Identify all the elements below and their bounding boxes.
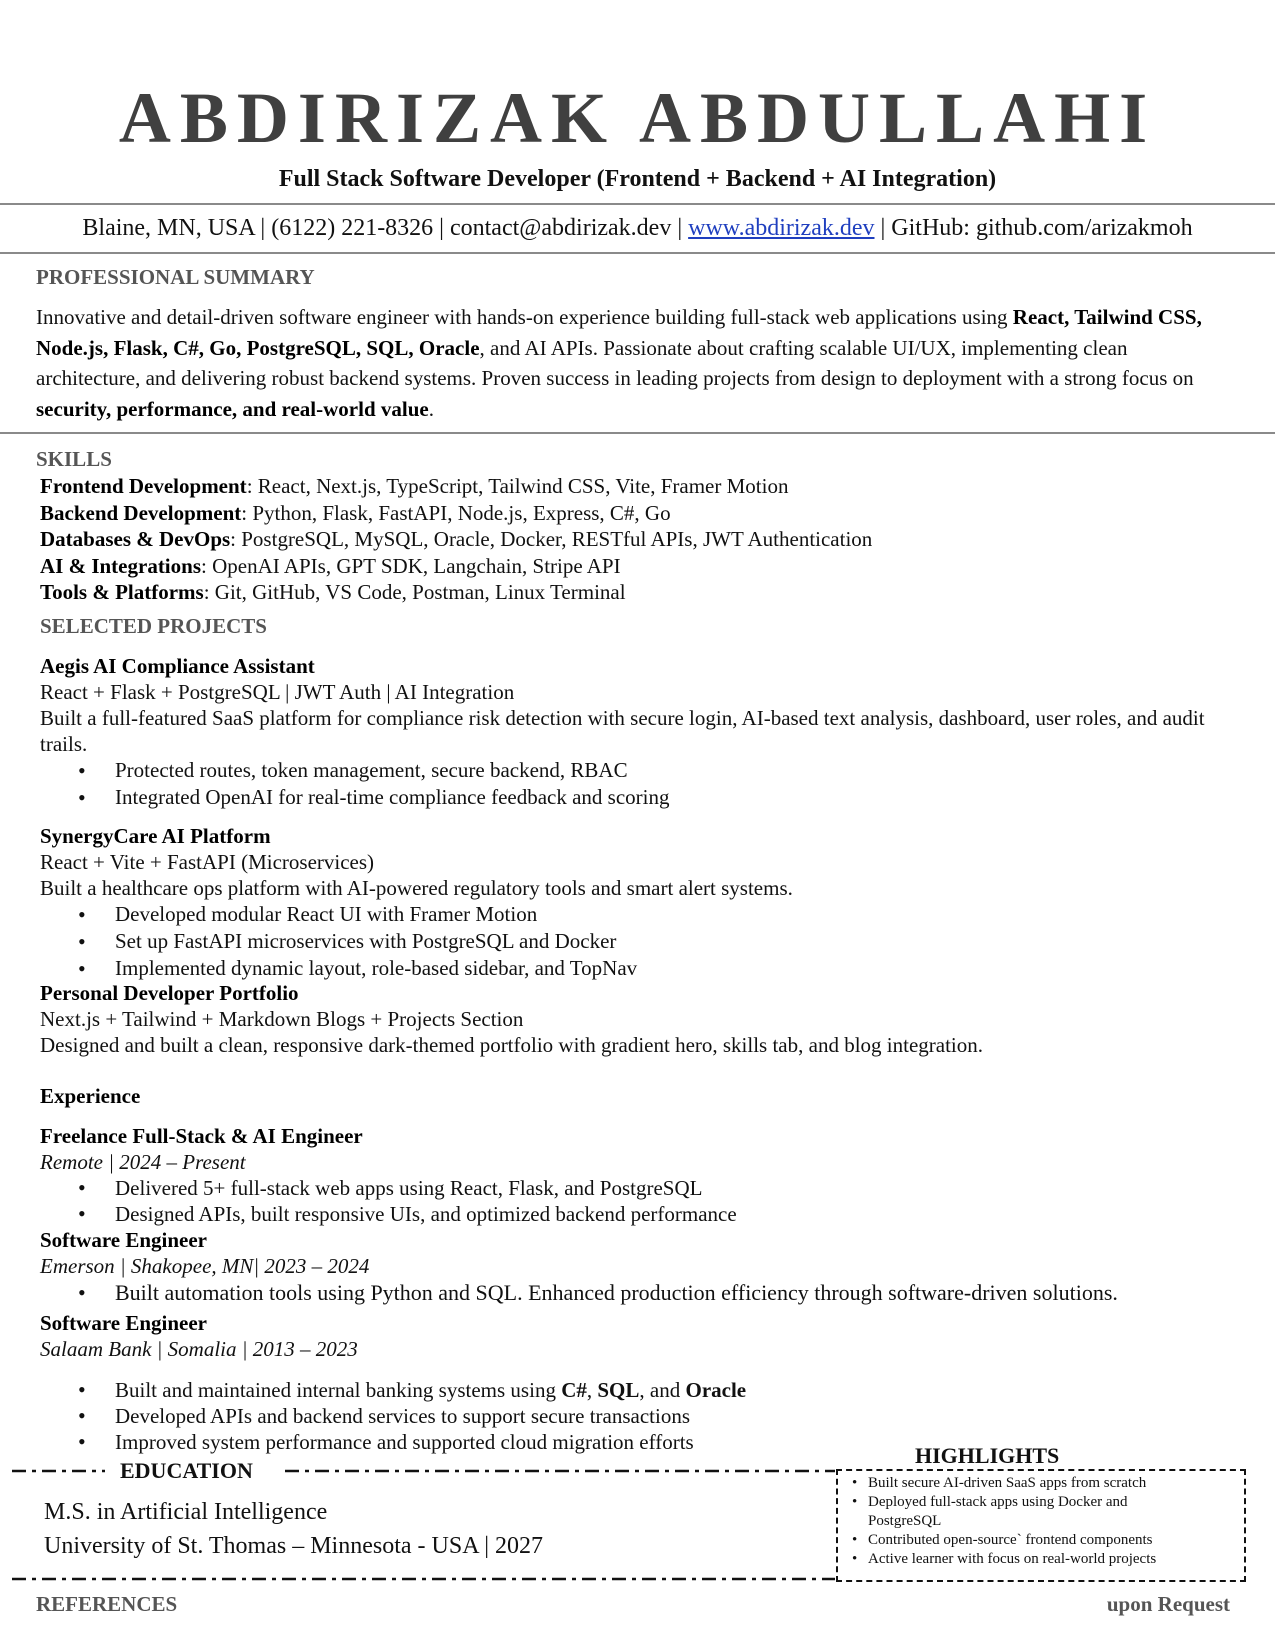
project-description: Built a full-featured SaaS platform for compliance risk detection with secure login, AI-based text analysis, dashboard, user roles, and audit trails. (40, 706, 1205, 756)
job-salaam (40, 1310, 1240, 1362)
degree: M.S. in Artificial Intelligence (44, 1499, 328, 1525)
project-stack: Next.js + Tailwind + Markdown Blogs + Projects Section (40, 1007, 524, 1031)
school: University of St. Thomas – Minnesota - USA | 2027 (44, 1533, 544, 1559)
project-synergycare (40, 823, 1240, 901)
education-heading: EDUCATION (120, 1458, 253, 1483)
experience-heading: Experience (40, 1084, 141, 1108)
project-title: Aegis AI Compliance Assistant (40, 654, 315, 678)
skills-heading: SKILLS (36, 447, 112, 471)
job-bullets (40, 1280, 1270, 1306)
job-title: Freelance Full-Stack & AI Engineer (40, 1124, 363, 1148)
skill-row: AI & Integrations: OpenAI APIs, GPT SDK, Langchain, Stripe API (40, 553, 621, 578)
list-item: • Implemented dynamic layout, role-based sidebar, and TopNav (40, 955, 1240, 982)
list-item: • Delivered 5+ full-stack web apps using React, Flask, and PostgreSQL (40, 1175, 1240, 1201)
highlights-list (838, 1474, 1198, 1569)
list-item: • Built and maintained internal banking systems using C#, SQL, and Oracle (40, 1377, 1240, 1403)
list-item: • Set up FastAPI microservices with PostgreSQL and Docker (40, 928, 1240, 955)
project-stack: React + Flask + PostgreSQL | JWT Auth | AI Integration (40, 680, 515, 704)
project-bullets (40, 757, 1240, 811)
list-item: • Developed APIs and backend services to support secure transactions (40, 1403, 1240, 1429)
summary-text: Innovative and detail-driven software engineer with hands-on experience building full-stack web applications using React, Tailwind CSS, Node.js, Flask, C#, Go, PostgreSQL, SQL, Oracle, and AI APIs. Passionate about crafting scalable UI/UX, implementing clean architecture, and delivering robust backend systems. Proven success in leading projects from design to deployment with a strong focus on security, performance, and real-world value. (36, 305, 1202, 421)
project-title: SynergyCare AI Platform (40, 824, 271, 848)
job-title: Software Engineer (40, 1228, 208, 1252)
job-title-headline: Full Stack Software Developer (Frontend + Backend + AI Integration) (278, 166, 997, 192)
list-item: • Built automation tools using Python and SQL. Enhanced production efficiency through software-driven solutions. (40, 1280, 1270, 1306)
references-value: upon Request (1106, 1592, 1230, 1616)
projects-heading: SELECTED PROJECTS (40, 614, 267, 638)
highlights-box (836, 1469, 1246, 1582)
github-info: | GitHub: github.com/arizakmoh (874, 215, 1193, 241)
job-meta: Emerson | Shakopee, MN| 2023 – 2024 (40, 1254, 370, 1278)
list-item: • Active learner with focus on real-world projects (838, 1550, 1198, 1569)
contact-info: Blaine, MN, USA | (6122) 221-8326 | contact@abdirizak.dev | (82, 215, 689, 241)
skills-list (40, 473, 872, 606)
job-title: Software Engineer (40, 1311, 208, 1335)
job-freelance (40, 1123, 1240, 1175)
list-item: • Developed modular React UI with Framer Motion (40, 901, 1240, 928)
list-item: • Protected routes, token management, secure backend, RBAC (40, 757, 1240, 784)
divider (0, 203, 1275, 205)
list-item: • Contributed open-source` frontend components (838, 1531, 1198, 1550)
education-details (44, 1495, 543, 1563)
list-item: • Improved system performance and supported cloud migration efforts (40, 1429, 1240, 1455)
highlights-heading: HIGHLIGHTS (915, 1443, 1060, 1468)
divider (0, 432, 1275, 434)
skill-row: Backend Development: Python, Flask, FastAPI, Node.js, Express, C#, Go (40, 500, 671, 525)
project-bullets (40, 901, 1240, 982)
project-portfolio (40, 980, 1240, 1058)
list-item: • Designed APIs, built responsive UIs, and optimized backend performance (40, 1201, 1240, 1227)
project-description: Designed and built a clean, responsive dark-themed portfolio with gradient hero, skills tab, and blog integration. (40, 1033, 984, 1057)
summary-heading: PROFESSIONAL SUMMARY (36, 265, 315, 289)
job-emerson (40, 1227, 1240, 1279)
contact-line (0, 215, 1275, 242)
skill-row: Databases & DevOps: PostgreSQL, MySQL, Oracle, Docker, RESTful APIs, JWT Authentication (40, 527, 873, 551)
project-stack: React + Vite + FastAPI (Microservices) (40, 850, 375, 874)
references-heading: REFERENCES (36, 1592, 178, 1616)
project-title: Personal Developer Portfolio (40, 981, 299, 1005)
divider (0, 252, 1275, 254)
list-item: • Built secure AI-driven SaaS apps from scratch (838, 1474, 1198, 1493)
skill-row: Tools & Platforms: Git, GitHub, VS Code, Postman, Linux Terminal (40, 580, 626, 604)
project-description: Built a healthcare ops platform with AI-powered regulatory tools and smart alert systems. (40, 876, 793, 900)
list-item: • Integrated OpenAI for real-time compliance feedback and scoring (40, 784, 1240, 811)
website-link[interactable]: www.abdirizak.dev (688, 215, 875, 241)
list-item: • Deployed full-stack apps using Docker and PostgreSQL (838, 1493, 1198, 1531)
skill-row: Frontend Development: React, Next.js, TypeScript, Tailwind CSS, Vite, Framer Motion (40, 474, 789, 498)
candidate-name: ABDIRIZAK ABDULLAHI (118, 78, 1157, 158)
job-meta: Remote | 2024 – Present (40, 1150, 246, 1174)
job-bullets (40, 1377, 1240, 1455)
project-aegis (40, 653, 1240, 757)
job-bullets (40, 1175, 1240, 1227)
job-meta: Salaam Bank | Somalia | 2013 – 2023 (40, 1337, 358, 1361)
